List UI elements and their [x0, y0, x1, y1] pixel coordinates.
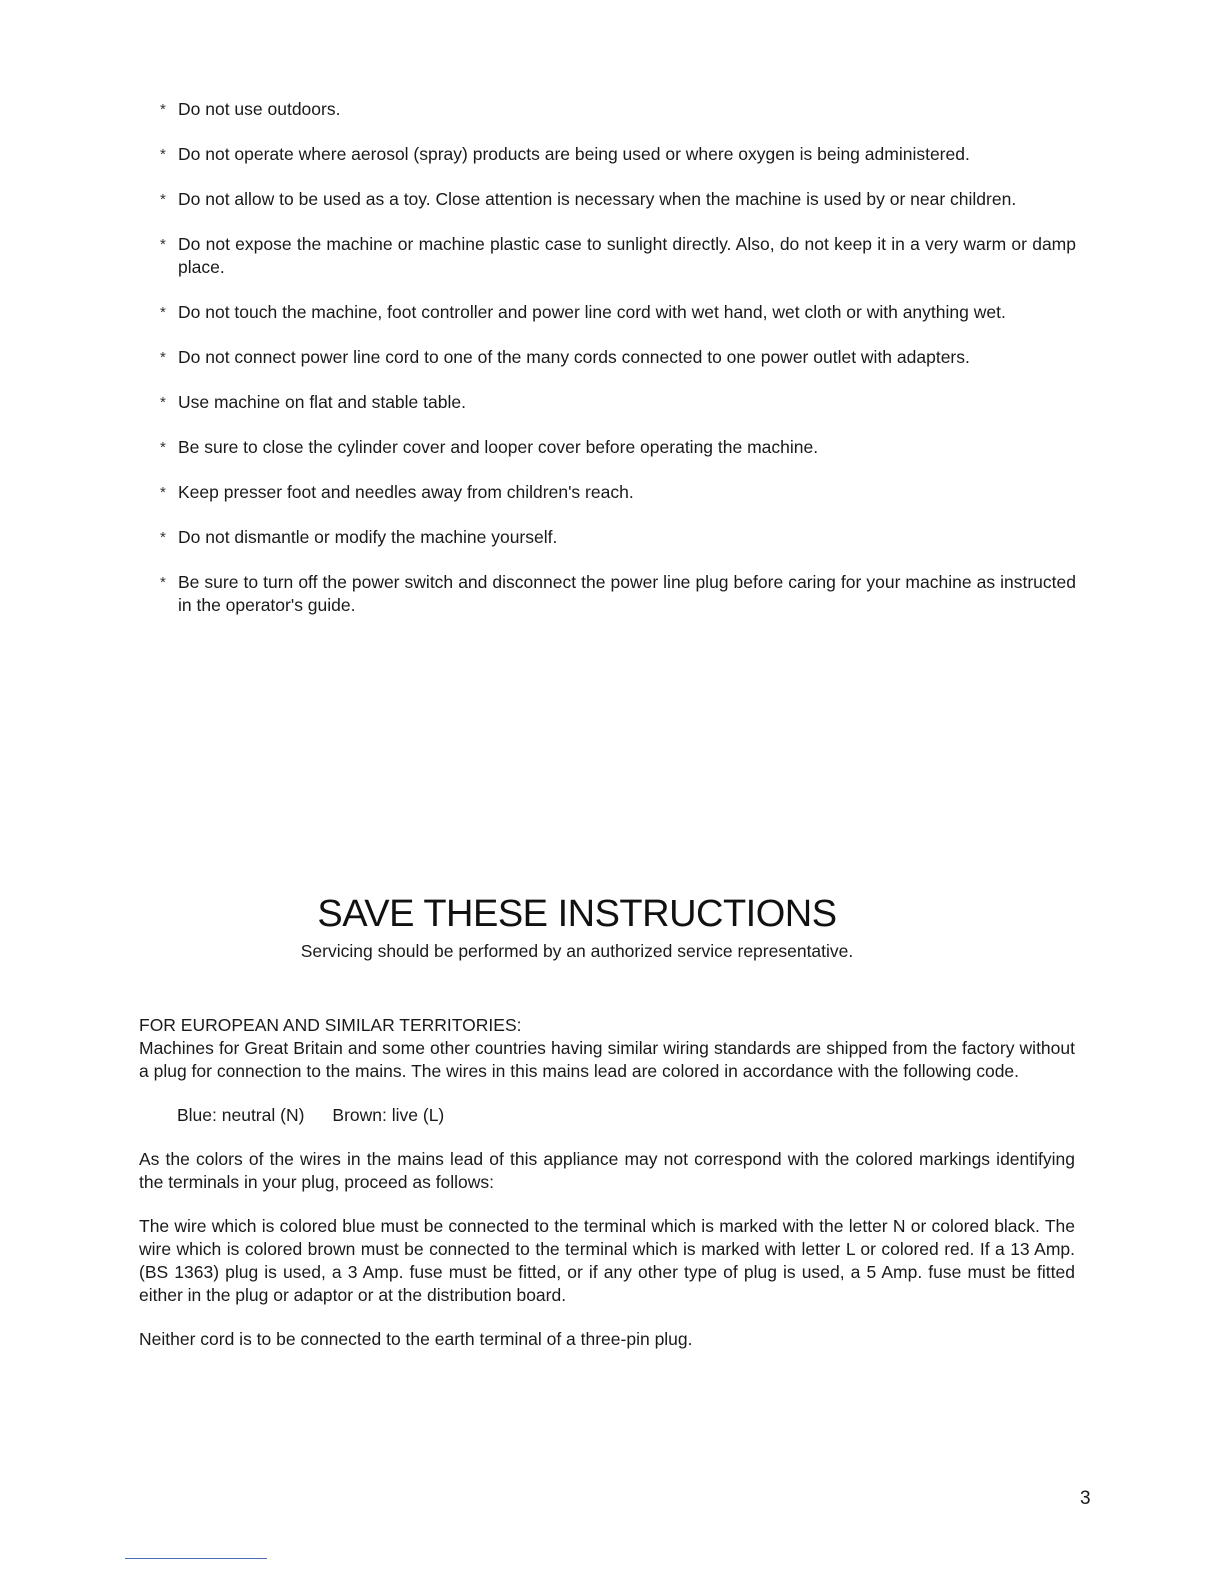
- bullet-star: *: [160, 484, 166, 501]
- bullet-star: *: [160, 146, 166, 163]
- servicing-note: Servicing should be performed by an authorized service representative.: [300, 941, 854, 961]
- bullet-text: Be sure to close the cylinder cover and looper cover before operating the machine.: [178, 437, 819, 457]
- bullet-star: *: [160, 529, 166, 546]
- bullet-item: [160, 391, 1076, 414]
- bullet-star: *: [160, 439, 166, 456]
- bullet-star: *: [160, 236, 166, 253]
- bullet-text: Do not connect power line cord to one of the many cords connected to one power outlet with adapters.: [178, 347, 970, 367]
- colors-paragraph: As the colors of the wires in the mains lead of this appliance may not correspond with the colored markings identifying the terminals in your plug, proceed as follows:: [139, 1149, 1075, 1192]
- bullet-item: [160, 98, 1076, 121]
- bullet-item: [160, 188, 1076, 211]
- bullet-star: *: [160, 101, 166, 118]
- bullet-item: [160, 143, 1076, 166]
- bullet-item: [160, 346, 1076, 369]
- bullet-item: [160, 571, 1076, 617]
- bullet-item: [160, 526, 1076, 549]
- european-territories-section: [139, 1014, 1075, 1372]
- bullet-text: Do not operate where aerosol (spray) products are being used or where oxygen is being administered.: [178, 144, 970, 164]
- save-instructions-title: SAVE THESE INSTRUCTIONS: [317, 893, 837, 935]
- safety-bullet-list: [160, 98, 1076, 639]
- wiring-paragraph: The wire which is colored blue must be connected to the terminal which is marked with the letter N or colored black. The wire which is colored brown must be connected to the terminal which is marked with letter L or colored red. If a 13 Amp. (BS 1363) plug is used, a 3 Amp. fuse must be fitted, or if any other type of plug is used, a 5 Amp. fuse must be fitted either in the plug or adaptor or at the distribution board.: [139, 1216, 1075, 1305]
- bullet-text: Do not dismantle or modify the machine yourself.: [178, 527, 558, 547]
- code-blue: Blue: neutral (N): [177, 1105, 305, 1125]
- bullet-item: [160, 233, 1076, 279]
- bullet-item: [160, 481, 1076, 504]
- bullet-text: Do not use outdoors.: [178, 99, 341, 119]
- bullet-text: Do not allow to be used as a toy. Close attention is necessary when the machine is used by or near children.: [178, 189, 1017, 209]
- bullet-star: *: [160, 394, 166, 411]
- bullet-star: *: [160, 304, 166, 321]
- bullet-item: [160, 436, 1076, 459]
- bullet-text: Keep presser foot and needles away from children's reach.: [178, 482, 634, 502]
- earth-paragraph: Neither cord is to be connected to the earth terminal of a three-pin plug.: [139, 1329, 693, 1349]
- section-heading: FOR EUROPEAN AND SIMILAR TERRITORIES:: [139, 1015, 522, 1035]
- wire-color-code: [139, 1104, 1075, 1127]
- bullet-text: Be sure to turn off the power switch and disconnect the power line plug before caring for your machine as instructed in the operator's guide.: [178, 572, 1076, 615]
- footer-rule: [125, 1558, 267, 1559]
- page-number: 3: [1080, 1488, 1091, 1509]
- bullet-star: *: [160, 191, 166, 208]
- bullet-text: Do not expose the machine or machine plastic case to sunlight directly. Also, do not keep it in a very warm or damp place.: [178, 234, 1076, 277]
- bullet-star: *: [160, 349, 166, 366]
- bullet-text: Use machine on flat and stable table.: [178, 392, 466, 412]
- code-brown: Brown: live (L): [332, 1105, 445, 1125]
- bullet-item: [160, 301, 1076, 324]
- intro-paragraph: Machines for Great Britain and some other countries having similar wiring standards are shipped from the factory without a plug for connection to the mains. The wires in this mains lead are colored in accordance with the following code.: [139, 1038, 1075, 1081]
- bullet-text: Do not touch the machine, foot controller and power line cord with wet hand, wet cloth or with anything wet.: [178, 302, 1006, 322]
- bullet-star: *: [160, 574, 166, 591]
